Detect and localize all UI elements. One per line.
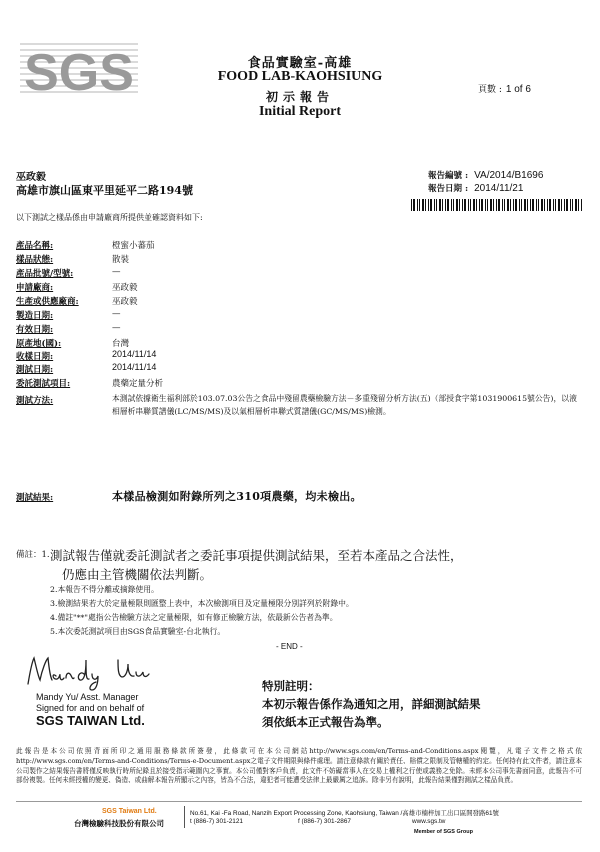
- barcode-bar: [532, 199, 534, 211]
- legal-disclaimer: 此報告是本公司依照背面所印之通用服務條款所簽發，此條款可在本公司網站http://www.sgs.com/en/Terms-and-Conditions.aspx閱覽，凡電子文件之格式依http://www.sgs.com/en/Terms-and-Conditions/Terms-e-Document.aspx之電子文件期限與條件處理。請注意條款有關於責任、賠償之限制及管轄權的約定。任何持有此文件者，請注意本公司製作之結果報告書將僅反映執行時所紀錄且於接受指示範圍內之事實。本公司僅對客戶負責，此文件不妨礙當事人在交易上權利之行使或義務之免除。未經本公司事先書面同意，此報告不可部份複製。任何未經授權的變更、偽造、或曲解本報告所顯示之內容，皆為不合法，違犯者可能遭受法律上最嚴厲之追訴。除非另有說明，此報告結果僅對測試之樣品負責。: [16, 747, 582, 785]
- report-type-en: Initial Report: [258, 104, 342, 119]
- page-number-label: 頁數 :: [478, 85, 502, 95]
- barcode-bar: [464, 199, 466, 211]
- barcode-bar: [459, 199, 460, 211]
- barcode: [411, 196, 582, 208]
- barcode-bar: [510, 199, 511, 211]
- barcode-bar: [422, 199, 424, 211]
- field-label-origin: 原產地(國):: [16, 339, 62, 349]
- barcode-bar: [536, 199, 537, 211]
- barcode-bar: [430, 199, 432, 211]
- barcode-bar: [502, 199, 503, 211]
- barcode-bar: [564, 199, 565, 211]
- barcode-bar: [541, 199, 543, 211]
- barcode-bar: [581, 199, 582, 211]
- barcode-bar: [425, 199, 426, 211]
- footer-website: www.sgs.tw: [412, 818, 446, 825]
- barcode-bar: [575, 199, 577, 211]
- note-2: 2.本報告不得分離或摘錄使用。: [50, 585, 159, 594]
- field-label-sample-state: 樣品狀態:: [16, 255, 54, 265]
- field-value-expiry-date: —: [112, 323, 121, 333]
- barcode-bar: [451, 199, 452, 211]
- barcode-bar: [496, 199, 497, 211]
- barcode-bar: [413, 199, 415, 211]
- lab-name-cn: 食品實驗室-高雄: [247, 56, 353, 71]
- barcode-bar: [544, 199, 545, 211]
- field-label-received-date: 收樣日期:: [16, 352, 54, 362]
- barcode-bar: [456, 199, 458, 211]
- barcode-bar: [453, 199, 454, 211]
- field-label-batch-no: 產品批號/型號:: [16, 269, 74, 279]
- report-number: [428, 169, 543, 181]
- report-type-cn: 初示報告: [265, 90, 334, 104]
- footer-member-line: Member of SGS Group: [414, 829, 473, 835]
- barcode-bar: [417, 199, 418, 211]
- note-5: 5.本次委託測試項目由SGS食品實驗室-台北執行。: [50, 627, 226, 636]
- barcode-bar: [570, 199, 571, 211]
- barcode-bar: [442, 199, 443, 211]
- signed-on-behalf: Signed for and on behalf of: [36, 703, 145, 713]
- note-1-line-1: 測試報告僅就委託測試者之委託事項提供測試結果，至若本產品之合法性，: [50, 548, 463, 563]
- footer-company-cn: 台灣檢驗科技股份有限公司: [74, 819, 164, 828]
- field-value-origin: 台灣: [112, 339, 130, 349]
- field-value-applicant: 巫政毅: [112, 283, 138, 293]
- special-note-line-1: 本初示報告係作為通知之用，詳細測試結果: [262, 697, 481, 711]
- barcode-bar: [428, 199, 429, 211]
- barcode-bar: [434, 199, 435, 211]
- barcode-bar: [487, 199, 488, 211]
- barcode-bar: [578, 199, 579, 211]
- report-number-label: 報告編號 :: [428, 171, 469, 181]
- report-number-value: VA/2014/B1696: [474, 170, 544, 181]
- field-label-manufacturer: 生產或供應廠商:: [16, 297, 79, 307]
- barcode-bar: [527, 199, 528, 211]
- footer-company-en: SGS Taiwan Ltd.: [102, 808, 157, 815]
- field-value-manufacture-date: —: [112, 309, 121, 319]
- client-name: 巫政毅: [16, 172, 46, 183]
- field-label-test-date: 測試日期:: [16, 365, 54, 375]
- barcode-bar: [470, 199, 471, 211]
- barcode-bar: [561, 199, 562, 211]
- footer-telephone: t (886-7) 301-2121: [190, 818, 243, 825]
- barcode-bar: [479, 199, 480, 211]
- field-label-product-name: 產品名稱:: [16, 241, 54, 251]
- barcode-bar: [473, 199, 475, 211]
- notes-prefix: 備註：1.: [16, 550, 50, 560]
- field-value-test-item: 農藥定量分析: [112, 379, 164, 389]
- report-date: [428, 182, 523, 194]
- barcode-bar: [524, 199, 526, 211]
- footer-fax: f (886-7) 301-2867: [298, 818, 351, 825]
- barcode-bar: [558, 199, 560, 211]
- report-date-label: 報告日期 :: [428, 184, 469, 194]
- page-number-value: 1 of 6: [505, 84, 531, 95]
- page-number: [478, 82, 531, 95]
- barcode-bar: [572, 199, 573, 211]
- field-value-test-method: 本測試依據衛生福利部於103.07.03公告之食品中殘留農藥檢驗方法－多重殘留分析方法(五)（部授食字第1031900615號公告)，以液相層析串聯質譜儀(LC/MS/MS)及以氣相層析串聯式質譜儀(GC/MS/MS)檢測。: [112, 394, 577, 416]
- special-note-line-2: 須依紙本正式報告為準。: [262, 715, 389, 729]
- barcode-bar: [439, 199, 441, 211]
- barcode-bar: [436, 199, 437, 211]
- barcode-bar: [419, 199, 420, 211]
- footer-separator: [184, 806, 185, 828]
- field-value-test-result: 本樣品檢測如附錄所列之310項農藥，均未檢出。: [112, 490, 362, 503]
- barcode-bar: [530, 199, 531, 211]
- barcode-bar: [462, 199, 463, 211]
- barcode-bar: [498, 199, 500, 211]
- barcode-bar: [485, 199, 486, 211]
- special-note-title: 特別註明：: [262, 679, 320, 693]
- field-value-batch-no: —: [112, 267, 121, 277]
- field-value-sample-state: 散裝: [112, 255, 130, 265]
- field-value-product-name: 橙蜜小蕃茄: [112, 241, 155, 251]
- end-marker: - END -: [276, 642, 303, 651]
- barcode-bar: [411, 199, 412, 211]
- client-address: 高雄市旗山區東平里延平二路194號: [16, 184, 193, 197]
- barcode-bar: [504, 199, 505, 211]
- barcode-bar: [476, 199, 477, 211]
- handwritten-signature: [22, 650, 162, 692]
- barcode-bar: [521, 199, 522, 211]
- field-label-expiry-date: 有效日期:: [16, 325, 54, 335]
- barcode-bar: [513, 199, 514, 211]
- sgs-logo: [20, 38, 138, 100]
- barcode-bar: [447, 199, 449, 211]
- field-label-applicant: 申請廠商:: [16, 283, 54, 293]
- signer-name: Mandy Yu/ Asst. Manager: [36, 692, 139, 702]
- barcode-bar: [555, 199, 556, 211]
- barcode-bar: [490, 199, 492, 211]
- barcode-bar: [538, 199, 539, 211]
- note-4: 4.備註"**"處指公告檢驗方法之定量極限，如有修正檢驗方法，依最新公告者為準。: [50, 613, 338, 622]
- note-1-line-2: 仍應由主管機關依法判斷。: [62, 567, 213, 582]
- logo-text: SGS: [24, 44, 134, 100]
- intro-text: 以下測試之樣品係由申請廠商所提供並確認資料如下:: [16, 213, 203, 222]
- barcode-bar: [445, 199, 446, 211]
- report-date-value: 2014/11/21: [474, 183, 524, 194]
- field-label-test-result: 測試結果:: [16, 493, 54, 503]
- barcode-bar: [549, 199, 551, 211]
- barcode-bar: [515, 199, 517, 211]
- barcode-bar: [553, 199, 554, 211]
- barcode-bar: [566, 199, 568, 211]
- footer-address: No.61, Kai -Fa Road, Nanzih Export Processing Zone, Kaohsiung, Taiwan /高雄市楠梓加工出口區開發路61號: [190, 810, 499, 817]
- field-label-manufacture-date: 製造日期:: [16, 311, 54, 321]
- barcode-bar: [519, 199, 520, 211]
- field-value-manufacturer: 巫政毅: [112, 297, 138, 307]
- barcode-bar: [468, 199, 469, 211]
- barcode-bar: [507, 199, 509, 211]
- field-label-test-method: 測試方法:: [16, 396, 54, 406]
- barcode-bar: [481, 199, 483, 211]
- footer-divider: [16, 801, 582, 802]
- signing-company: SGS TAIWAN Ltd.: [36, 713, 145, 728]
- barcode-bar: [547, 199, 548, 211]
- field-label-test-item: 委託測試項目:: [16, 379, 71, 389]
- field-value-received-date: 2014/11/14: [112, 349, 157, 359]
- barcode-bar: [493, 199, 494, 211]
- field-value-test-date: 2014/11/14: [112, 362, 157, 372]
- lab-name-en: FOOD LAB-KAOHSIUNG: [217, 69, 383, 84]
- note-3: 3.檢測結果若大於定量極限則匯整上表中，本次檢測項目及定量極限分別詳列於附錄中。: [50, 599, 354, 608]
